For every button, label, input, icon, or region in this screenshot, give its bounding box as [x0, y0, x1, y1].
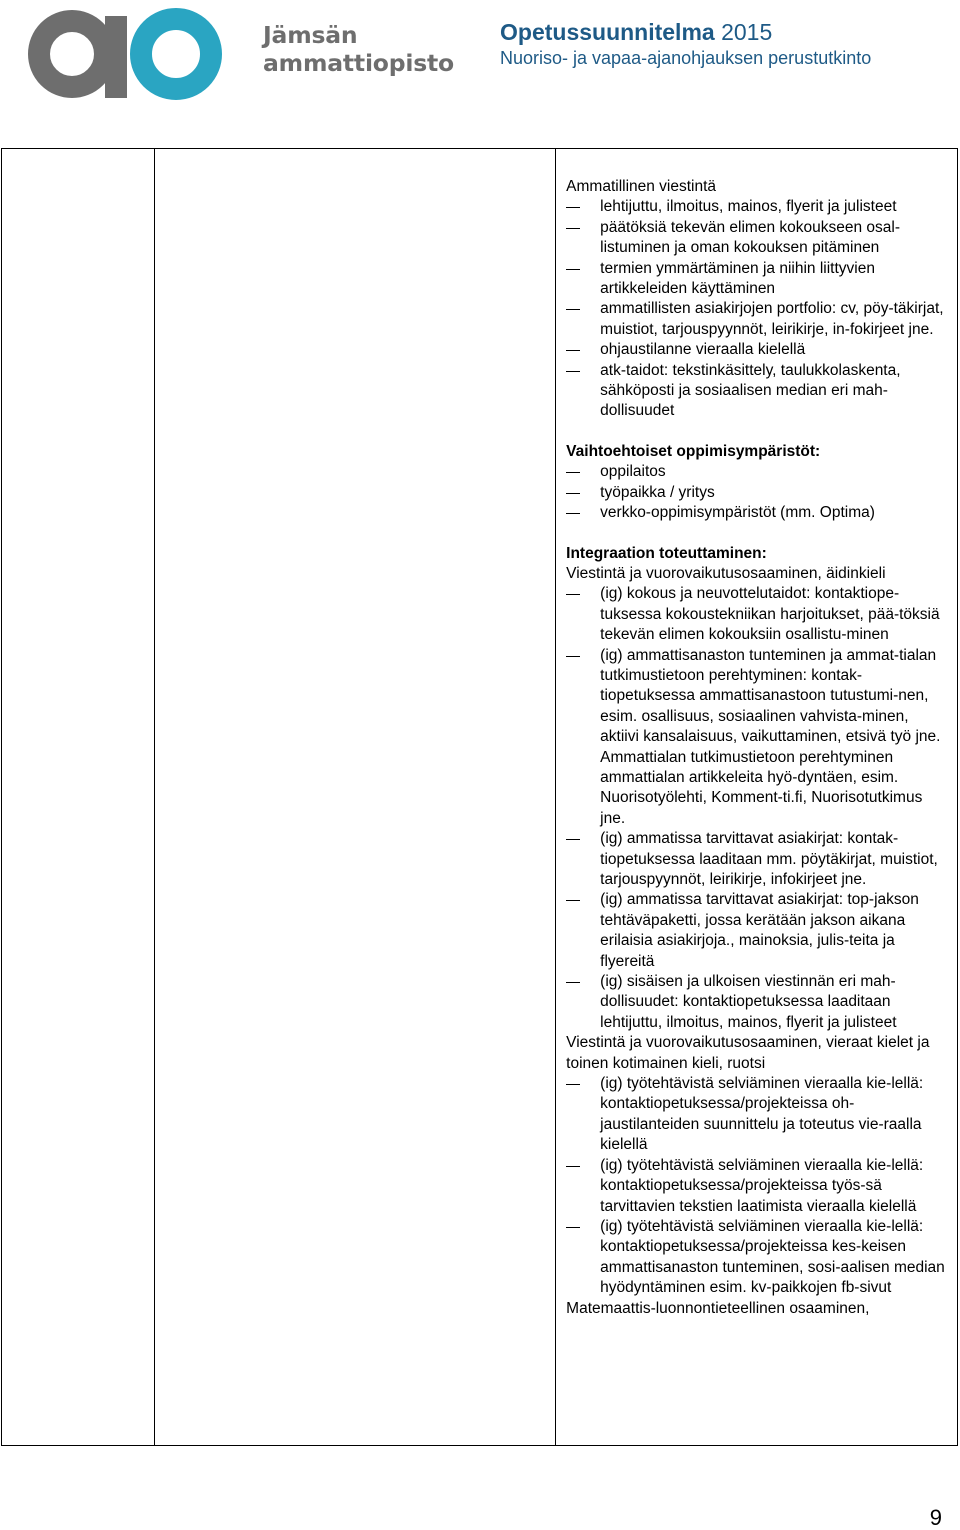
list-item: verkko-oppimisympäristöt (mm. Optima)	[566, 503, 949, 523]
list-item: (ig) ammatissa tarvittavat asiakirjat: kontak-tiopetuksessa laaditaan mm. pöytäkirjat, muistiot, tarjouspyynnöt, leirikirje, infokirjeet jne.	[566, 829, 949, 890]
list-item: (ig) kokous ja neuvottelutaidot: kontaktiope-tuksessa kokoustekniikan harjoitukset, pää-töksiä tekevän elimen kokouksiin osallistu-minen	[566, 584, 949, 645]
curriculum-table	[1, 148, 958, 1446]
list-item: työpaikka / yritys	[566, 483, 949, 503]
table-cell-empty-1	[2, 149, 155, 1446]
integration-subheading-2: Viestintä ja vuorovaikutusosaaminen, vieraat kielet ja toinen kotimainen kieli, ruotsi	[566, 1034, 930, 1072]
document-header	[500, 18, 930, 70]
list-item: (ig) ammattisanaston tunteminen ja ammat-tialan tutkimustietoon perehtyminen: kontak-tiopetuksessa ammattisanastoon tutustumi-nen, esim. osallisuus, sosiaalinen vahvista-minen, aktiivi kansalaisuus, vaikuttaminen, etsivä työ jne. Ammattialan tutkimustietoon perehtyminen ammattialan artikkeleita hyö-dyntäen, esim. Nuorisotyölehti, Komment-ti.fi, Nuorisotutkimus jne.	[566, 646, 949, 830]
logo-line-1: Jämsän	[263, 21, 358, 49]
header-title	[500, 18, 930, 46]
spacer	[566, 524, 949, 544]
logo-wordmark	[263, 21, 454, 77]
list-item: (ig) työtehtävistä selviäminen vieraalla kie-lellä: kontaktiopetuksessa/projekteissa oh-jaustilanteiden suunnittelu ja toteutus vie-raalla kielellä	[566, 1074, 949, 1156]
list-item: atk-taidot: tekstinkäsittely, taulukkolaskenta, sähköposti ja sosiaalisen median eri mah-dollisuudet	[566, 361, 949, 422]
list-item: ammatillisten asiakirjojen portfolio: cv, pöy-täkirjat, muistiot, tarjouspyynnöt, leirikirje, in-fokirjeet jne.	[566, 299, 949, 340]
table-cell-empty-2	[154, 149, 555, 1446]
list-item: oppilaitos	[566, 462, 949, 482]
list-item: (ig) sisäisen ja ulkoisen viestinnän eri mah-dollisuudet: kontaktiopetuksessa laaditaan lehtijuttu, ilmoitus, mainos, flyerit ja julisteet	[566, 972, 949, 1033]
list-item: ohjaustilanne vieraalla kielellä	[566, 340, 949, 360]
section-title-professional-communication: Ammatillinen viestintä	[566, 178, 717, 195]
learning-environments-list	[566, 462, 949, 523]
list-item: (ig) työtehtävistä selviäminen vieraalla kie-lellä: kontaktiopetuksessa/projekteissa työs-sä tarvittavien tekstien laatimista vieraalla kielellä	[566, 1156, 949, 1217]
list-item: lehtijuttu, ilmoitus, mainos, flyerit ja julisteet	[566, 197, 949, 217]
header-subtitle: Nuoriso- ja vapaa-ajanohjauksen perustutkinto	[500, 48, 872, 68]
integration-list-2	[566, 1074, 949, 1298]
list-item: päätöksiä tekevän elimen kokoukseen osal-listuminen ja oman kokouksen pitäminen	[566, 218, 949, 259]
section-title-integration: Integraation toteuttaminen:	[566, 544, 767, 562]
integration-subheading-1: Viestintä ja vuorovaikutusosaaminen, äidinkieli	[566, 564, 886, 582]
table-cell-content	[556, 149, 958, 1446]
school-logo	[26, 4, 454, 100]
table-row	[2, 149, 958, 1446]
section-title-learning-environments: Vaihtoehtoiset oppimisympäristöt:	[566, 442, 821, 460]
ao-logo-icon	[26, 4, 226, 100]
content-block	[566, 177, 949, 1319]
header-title-year: 2015	[721, 19, 773, 45]
integration-subheading-3: Matemaattis-luonnontieteellinen osaaminen,	[566, 1299, 870, 1317]
integration-list-1	[566, 584, 949, 1033]
page-number: 9	[929, 1505, 942, 1530]
list-item: (ig) ammatissa tarvittavat asiakirjat: top-jakson tehtäväpaketti, jossa kerätään jakson aikana erilaisia asiakirjoja., mainoksia, julis-teita ja flyereitä	[566, 890, 949, 972]
professional-communication-list	[566, 197, 949, 421]
list-item: (ig) työtehtävistä selviäminen vieraalla kie-lellä: kontaktiopetuksessa/projekteissa kes-keisen ammattisanaston tunteminen, sosi-aalisen median hyödyntäminen esim. kv-paikkojen fb-sivut	[566, 1217, 949, 1299]
logo-line-2: ammattiopisto	[263, 49, 454, 77]
spacer	[566, 422, 949, 442]
list-item: termien ymmärtäminen ja niihin liittyvien artikkeleiden käyttäminen	[566, 259, 949, 300]
header-title-bold: Opetussuunnitelma	[500, 19, 715, 45]
